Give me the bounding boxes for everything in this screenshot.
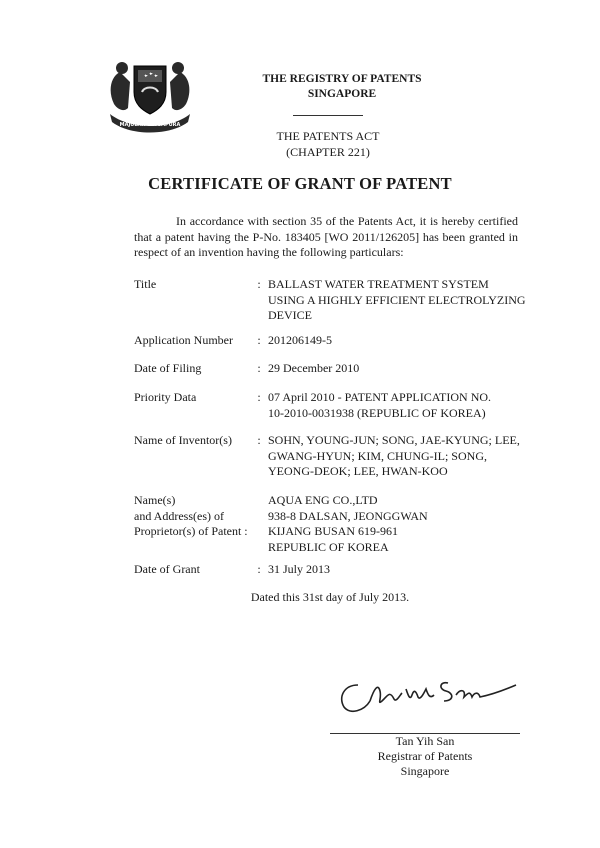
colon: : — [257, 390, 261, 404]
registry-heading — [222, 72, 462, 102]
registrar-block — [330, 734, 520, 779]
colon: : — [257, 433, 261, 447]
inventors-label: Name of Inventor(s) — [134, 433, 232, 447]
signature-image — [330, 655, 530, 725]
colon: : — [257, 333, 261, 347]
registrar-title: Registrar of Patents — [377, 749, 473, 763]
colon: : — [257, 361, 261, 375]
title-value: BALLAST WATER TREATMENT SYSTEM USING A HIGHLY EFFICIENT ELECTROLYZING DEVICE — [268, 277, 526, 322]
priority-data-value: 07 April 2010 - PATENT APPLICATION NO. 10-2010-0031938 (REPUBLIC OF KOREA) — [268, 390, 492, 420]
proprietor-label: Name(s) and Address(es) of Proprietor(s) of Patent : — [134, 493, 248, 538]
intro-text: In accordance with section 35 of the Patents Act, it is hereby certified that a patent having the P-No. 183405 [WO 2011/126205] has been granted in respect of an invention having the following particulars: — [134, 214, 518, 259]
registrar-country: Singapore — [400, 764, 450, 778]
date-of-grant-value: 31 July 2013 — [268, 562, 331, 576]
application-number-label: Application Number — [134, 333, 233, 347]
title-label: Title — [134, 277, 157, 291]
registry-line-1: THE REGISTRY OF PATENTS — [262, 73, 422, 85]
singapore-coat-of-arms-icon — [100, 52, 200, 134]
colon: : — [257, 277, 261, 291]
inventors-value: SOHN, YOUNG-JUN; SONG, JAE-KYUNG; LEE, GWANG-HYUN; KIM, CHUNG-IL; SONG, YEONG-DEOK; LEE, HWAN-KOO — [268, 433, 520, 478]
intro-paragraph — [134, 214, 518, 261]
crest-motto: MAJULAH SINGAPURA — [119, 122, 181, 128]
date-of-filing-label: Date of Filing — [134, 361, 202, 375]
date-of-filing-value: 29 December 2010 — [268, 361, 360, 375]
certificate-title: CERTIFICATE OF GRANT OF PATENT — [148, 174, 452, 193]
date-of-grant-label: Date of Grant — [134, 562, 200, 576]
registry-line-2: SINGAPORE — [307, 88, 377, 100]
act-line-1: THE PATENTS ACT — [276, 129, 380, 143]
act-line-2: (CHAPTER 221) — [286, 145, 370, 159]
proprietor-value: AQUA ENG CO.,LTD 938-8 DALSAN, JEONGGWAN KIJANG BUSAN 619-961 REPUBLIC OF KOREA — [268, 493, 428, 554]
registrar-name: Tan Yih San — [395, 734, 455, 748]
dated-line: Dated this 31st day of July 2013. — [250, 590, 410, 604]
heading-divider — [293, 115, 363, 116]
application-number-value: 201206149-5 — [268, 333, 332, 347]
act-heading — [208, 128, 448, 160]
colon: : — [257, 562, 261, 576]
priority-data-label: Priority Data — [134, 390, 197, 404]
